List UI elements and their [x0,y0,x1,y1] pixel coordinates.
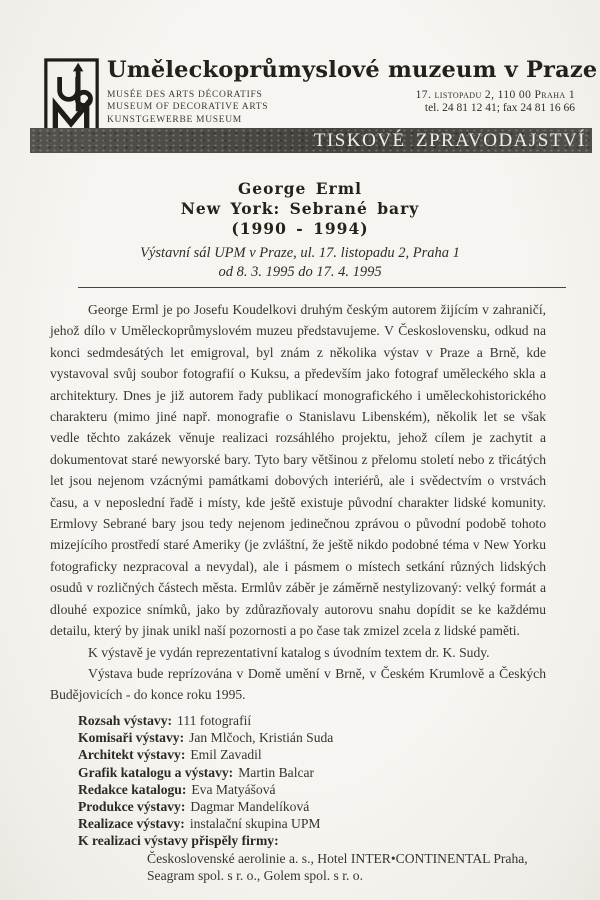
credit-value: Eva Matyášová [191,781,276,797]
museum-name-french: MUSÉE DES ARTS DÉCORATIFS [107,90,263,100]
body-text [50,299,546,706]
address-street: 17. listopadu 2, 110 00 Praha 1 [415,89,575,101]
credits-list [78,712,558,884]
exhibition-title: New York: Sebrané bary [180,199,420,218]
exhibition-title-block [0,179,600,281]
credit-row-architect [78,746,558,763]
credit-row-scope [78,712,558,729]
museum-name-german: KUNSTGEWERBE MUSEUM [107,114,242,125]
sponsor-line: Seagram spol. s r. o., Golem spol. s r. o. [147,867,363,883]
credit-value: Martin Balcar [238,764,315,780]
sponsors-block [147,850,558,884]
credit-label: Grafik katalogu a výstavy: [78,764,234,780]
press-banner-label: TISKOVÉ ZPRAVODAJSTVÍ [313,130,586,151]
credit-row-commissioners [78,729,558,746]
credit-row-graphic [78,764,558,781]
credit-value: Jan Mlčoch, Kristián Suda [189,730,334,746]
paragraph-catalog: K výstavě je vydán reprezentativní katalog s úvodním textem dr. K. Sudy. [88,644,490,660]
credit-label: Redakce katalogu: [78,781,187,797]
exhibition-author: George Erml [238,179,362,198]
address-phone-fax: tel. 24 81 12 41; fax 24 81 16 66 [424,102,575,114]
museum-name: Uměleckoprůmyslové muzeum v Praze [107,57,598,83]
credit-label: Realizace výstavy: [78,816,185,832]
credit-value: 111 fotografií [177,713,252,728]
exhibition-years: (1990 - 1994) [231,219,369,238]
address-block [416,89,575,115]
credit-value: Emil Zavadil [190,747,262,763]
credit-row-realization [78,815,558,832]
separator-rule [78,287,566,288]
credit-value: Dagmar Mandelíková [190,799,310,815]
credit-label: Komisaři výstavy: [78,730,185,746]
press-banner [30,128,592,153]
credit-row-sponsors-heading [78,832,558,849]
credit-label: Architekt výstavy: [78,747,186,763]
credit-label: K realizaci výstavy přispěly firmy: [78,833,279,849]
paragraph-reprise: Výstava bude reprízována v Domě umění v Brně, v Českém Krumlově a Českých Budějovicích - do konce roku 1995. [50,665,546,703]
paragraph-main: George Erml je po Josefu Koudelkovi druhým českým autorem žijícím v zahraničí, jehož dílo v Uměleckoprůmyslovém muzeu představujeme. V Československu, odkud na konci sedmdesátých let emigroval, byl znám z několika výstav v Praze a Brně, kde vystavoval svůj soubor fotografií o Kuksu, a především jako fotograf uměleckého skla a architektury. Dnes je již autorem řady publikací monografického i uměleckohistorického charakteru (mimo jiné např. monografie o Stanislavu Libenském), několik let se však vedle těchto zakázek věnuje realizaci rozsáhlého projektu, jehož cílem je zachytit a dokumentovat staré newyorské bary. Tyto bary většinou z přelomu století nebo z třicátých let jsou nejenom vzácnými památkami dobových interiérů, ale i svědectvím o vrstvách času, a v neposlední řadě i místy, kde ještě existuje původní charakter lidské komunity. Ermlovy Sebrané bary jsou tedy nejenom jedinečnou zprávou o původní podobě tohoto mizejícího prostředí staré Ameriky (je zvláštní, že ještě nikdo podobné téma v New Yorku fotograficky nezpracoval a nevydal), ale i pásmem o místech setkání různých lidských osudů v rozličných částech města. Ermlův záběr je záměrně nestylizovaný: velký formát a dlouhé expozice snímků, jako by zdůrazňovaly autorovu snahu dopídit se ke každému detailu, který by jinak unikl naší pozornosti a po čase tak zmizel zcela z lidské paměti. [50,302,546,639]
logo-letter-u [60,77,78,99]
logo-letter-m [55,105,86,131]
credit-value: instalační skupina UPM [189,816,321,832]
exhibition-dates: od 8. 3. 1995 do 17. 4. 1995 [218,263,382,280]
credit-label: Produkce výstavy: [78,799,186,815]
credit-label: Rozsah výstavy: [78,713,173,728]
credit-row-production [78,798,558,815]
exhibition-venue: Výstavní sál UPM v Praze, ul. 17. listopadu 2, Praha 1 [140,245,460,261]
upm-logo-icon [43,57,100,137]
credit-row-editing [78,781,558,798]
sponsor-line: Československé aerolinie a. s., Hotel INTER•CONTINENTAL Praha, [147,850,528,866]
museum-name-english: MUSEUM OF DECORATIVE ARTS [107,102,269,113]
